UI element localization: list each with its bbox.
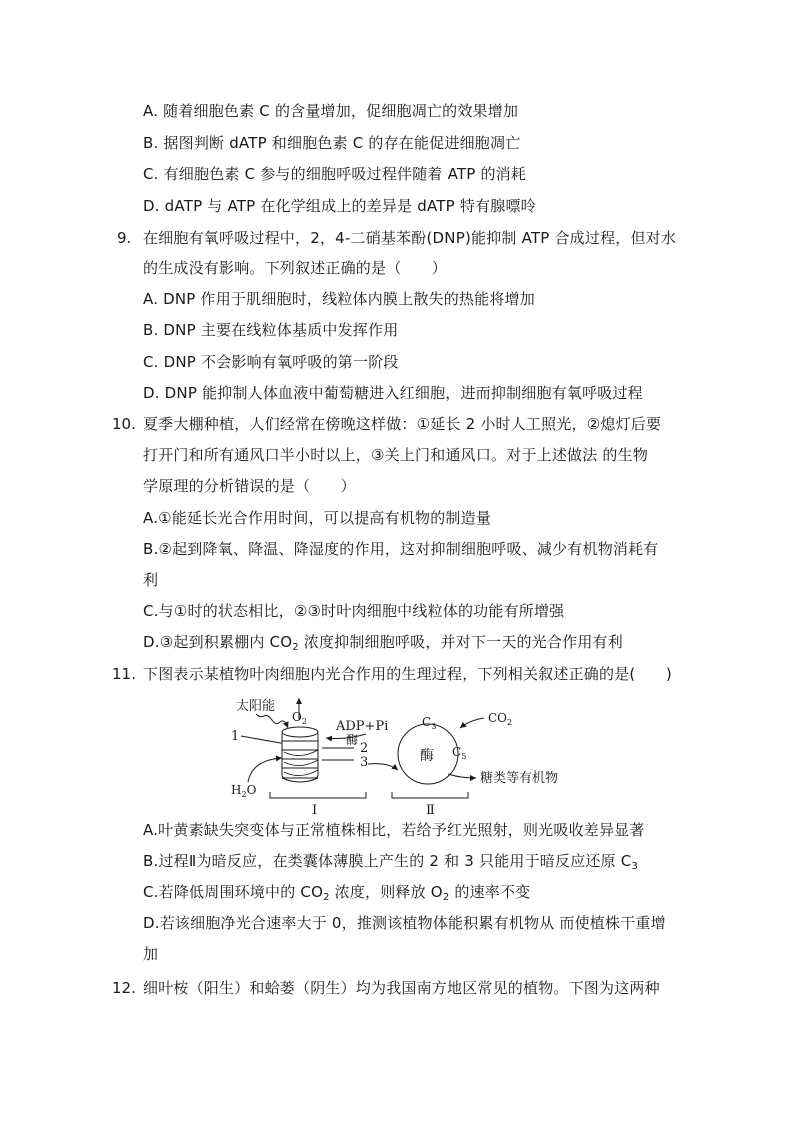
thylakoid-stack [282,727,318,782]
q10-option-d-pre: D.③起到积累棚内 CO [143,633,293,651]
q11-option-c-mid: 浓度，则释放 O [329,883,443,901]
q8-option-d: D. dATP 与 ATP 在化学组成上的差异是 dATP 特有腺嘌呤 [143,197,536,215]
q10-stem-line2: 打开门和所有通风口半小时以上，③关上门和通风口。对于上述做法 的生物 [143,446,649,464]
q11-option-d-line1: D.若该细胞净光合速率大于 0，推测该植物体能积累有机物从 而使植株干重增 [143,914,666,932]
c3-label: $C_3$ [422,715,437,731]
co2-arrow [460,718,484,728]
q10-option-d [143,632,623,652]
q9-option-d: D. DNP 能抑制人体血液中葡萄糖进入红细胞，进而抑制细胞有氧呼吸过程 [143,384,643,402]
q10-option-d-post: 浓度抑制细胞呼吸，并对下一天的光合作用有利 [298,633,623,651]
co2-label: $CO_2$ [488,711,513,727]
sugar-label: 糖类等有机物 [480,771,559,786]
q11-option-a: A.叶黄素缺失突变体与正常植株相比，若给予红光照射，则光吸收差异显著 [143,821,645,839]
q11-option-c-sub2: 2 [442,892,450,903]
q11-option-b [143,851,638,871]
energy-to-cycle-arrow [368,764,398,770]
q9-number: 9. [117,229,132,247]
q10-option-b-line1: B.②起到降氧、降温、降湿度的作用，这对抑制细胞呼吸、减少有机物消耗有 [143,540,659,558]
q9-stem-line2: 的生成没有影响。下列叙述正确的是（ ） [143,259,448,277]
q9-option-b: B. DNP 主要在线粒体基质中发挥作用 [143,321,399,339]
sunlight-arrow [256,714,288,728]
label-2: 2 [360,741,369,756]
label-3: 3 [360,755,369,770]
q10-option-b-line2: 利 [143,571,159,589]
sugar-arrow [448,774,476,778]
roman-2-label: Ⅱ [426,803,435,818]
o2-label: $O_2$ [292,710,307,726]
q12-stem-line1: 细叶桉（阳生）和蛤蒌（阴生）均为我国南方地区常见的植物。下图为这两种 [143,979,660,997]
q11-option-c-pre: C.若降低周围环境中的 CO [143,883,324,901]
h2o-label: $H_2O$ [231,783,257,799]
q9-option-a: A. DNP 作用于肌细胞时，线粒体内膜上散失的热能将增加 [143,290,535,308]
q11-option-c-sub: 2 [323,892,330,903]
adp-pi-label: ADP+Pi [336,719,389,734]
label-1: 1 [231,729,240,744]
bracket-1 [270,792,366,798]
q10-number: 10. [112,415,136,433]
enzyme-big-label: 酶 [420,748,434,764]
q12-number: 12. [112,979,136,997]
q11-number: 11. [112,665,136,683]
q8-option-a: A. 随着细胞色素 C 的含量增加，促细胞凋亡的效果增加 [143,102,519,120]
h2o-arrow [248,758,282,782]
q11-option-b-sub: 3 [631,861,639,872]
roman-1-label: Ⅰ [312,803,318,818]
q10-stem-line1: 夏季大棚种植，人们经常在傍晚这样做：①延长 2 小时人工照光，②熄灯后要 [143,415,662,433]
c5-label: $C_5$ [452,745,467,761]
bracket-2 [392,792,468,798]
label-1-line [241,736,286,744]
q11-stem: 下图表示某植物叶肉细胞内光合作用的生理过程，下列相关叙述正确的是( ) [143,665,672,683]
q10-option-c: C.与①时的状态相比，②③时叶肉细胞中线粒体的功能有所增强 [143,602,565,620]
sunlight-label: 太阳能 [236,699,276,714]
q11-option-d-line2: 加 [143,945,159,963]
q9-stem-line1: 在细胞有氧呼吸过程中，2，4-二硝基苯酚(DNP)能抑制 ATP 合成过程，但对水 [143,229,677,247]
q11-option-c-post: 的速率不变 [449,883,531,901]
q11-option-c [143,882,530,902]
q11-option-b-pre: B.过程Ⅱ为暗反应，在类囊体薄膜上产生的 2 和 3 只能用于暗反应还原 C [143,852,632,870]
q10-option-a: A.①能延长光合作用时间，可以提高有机物的制造量 [143,509,492,527]
q9-option-c: C. DNP 不会影响有氧呼吸的第一阶段 [143,353,399,371]
q8-option-c: C. 有细胞色素 C 参与的细胞呼吸过程伴随着 ATP 的消耗 [143,165,527,183]
enzyme-small-label: 酶 [346,733,359,747]
q10-stem-line3: 学原理的分析错误的是（ ） [143,477,356,495]
q10-option-d-sub: 2 [292,642,299,653]
photosynthesis-diagram [226,692,586,820]
q8-option-b: B. 据图判断 dATP 和细胞色素 C 的存在能促进细胞凋亡 [143,134,521,152]
